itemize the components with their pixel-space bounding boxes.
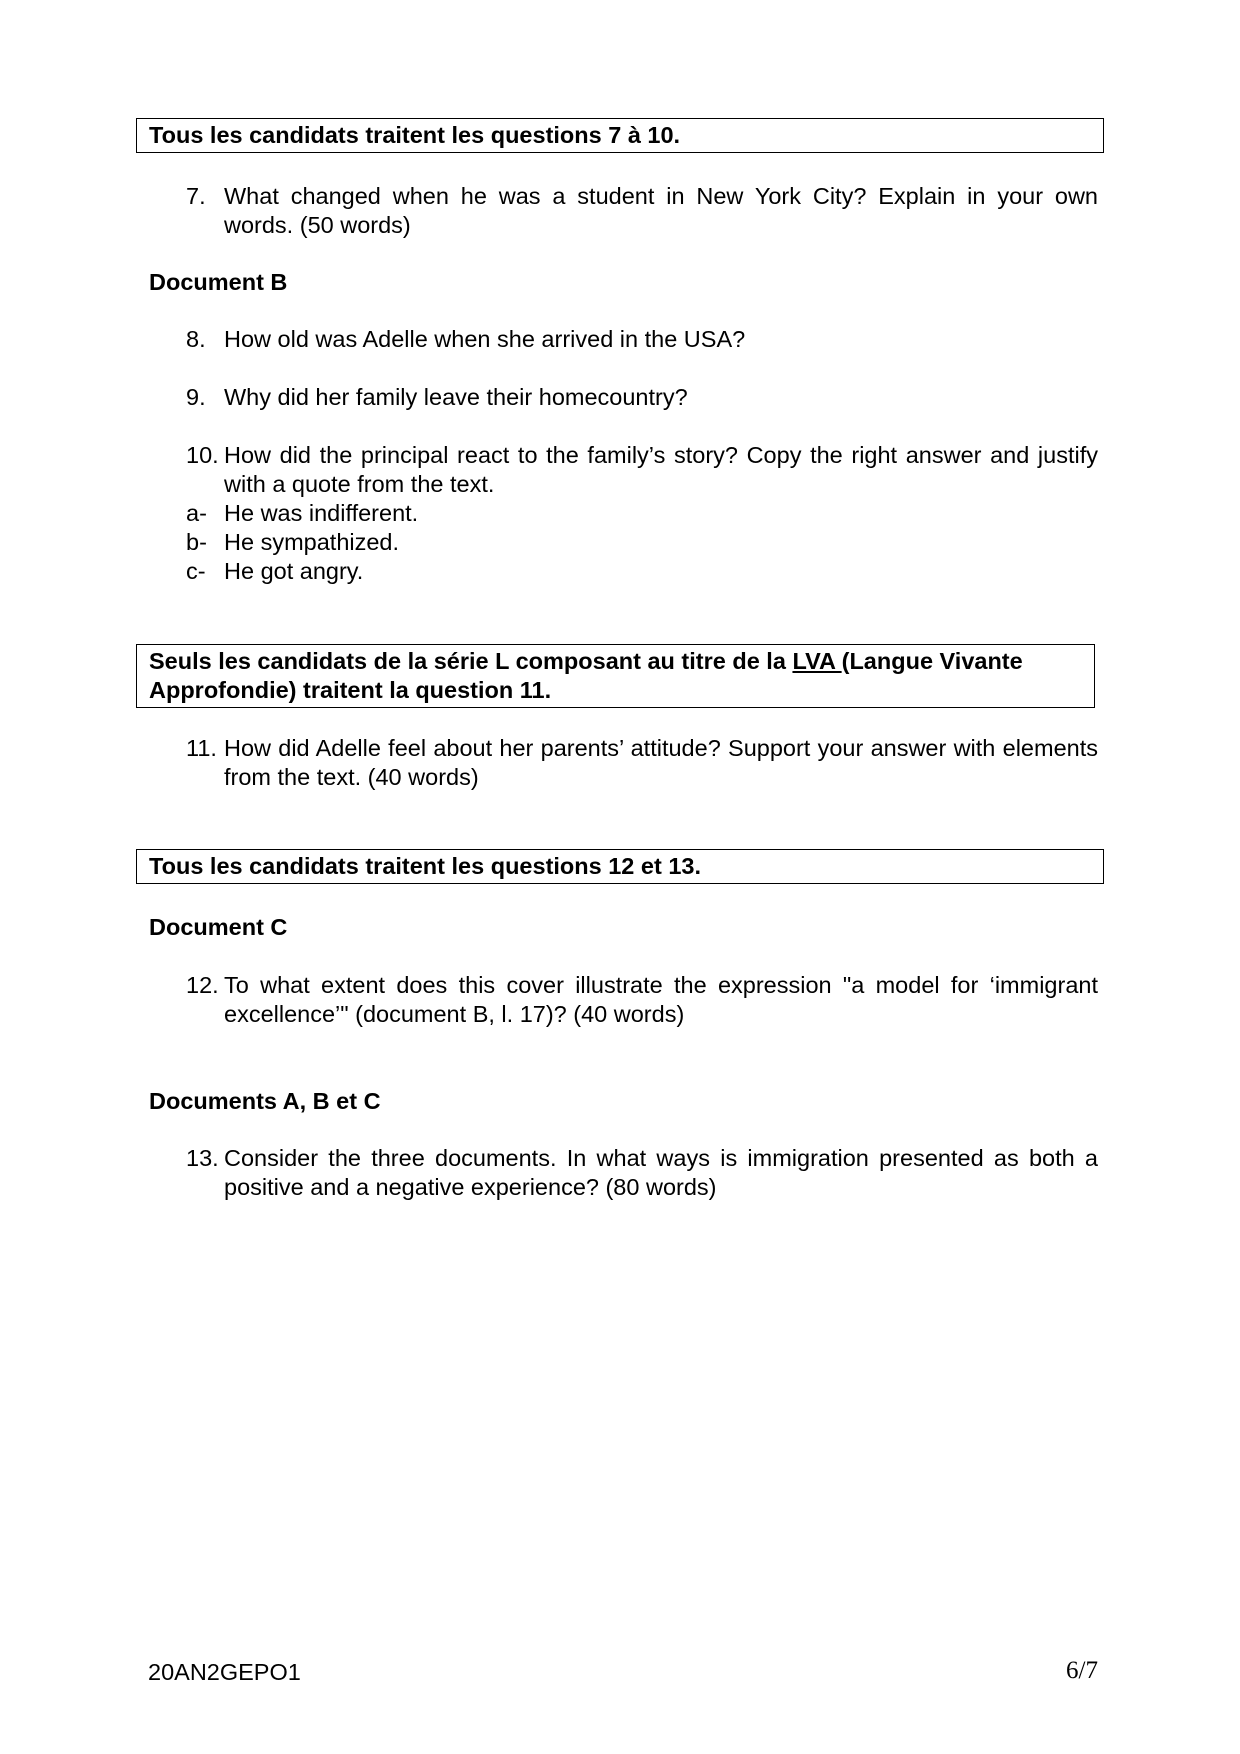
- question-11: [186, 734, 1098, 792]
- page-number: 6/7: [1066, 1657, 1098, 1684]
- option-letter: a-: [186, 500, 207, 526]
- option-text: He got angry.: [224, 558, 364, 584]
- option-letter: b-: [186, 529, 207, 555]
- option-text: He was indifferent.: [224, 500, 419, 526]
- option-text: He sympathized.: [224, 529, 400, 555]
- instruction-text: Tous les candidats traitent les questions 12 et 13.: [149, 853, 701, 879]
- heading-document-b: Document B: [149, 269, 288, 295]
- question-number: 9.: [186, 384, 206, 410]
- option-letter: c-: [186, 558, 206, 584]
- heading-document-c: Document C: [149, 914, 288, 940]
- question-text: How did the principal react to the family’s story? Copy the right answer and justify with a quote from the text.: [224, 442, 1098, 497]
- question-text: What changed when he was a student in New York City? Explain in your own words. (50 words): [224, 183, 1098, 238]
- question-number: 8.: [186, 326, 206, 352]
- instruction-box-questions-7-10: [136, 118, 1104, 153]
- question-number: 10.: [186, 442, 219, 468]
- instruction-text: Tous les candidats traitent les questions 7 à 10.: [149, 122, 681, 148]
- question-number: 11.: [186, 735, 217, 761]
- question-text: Consider the three documents. In what ways is immigration presented as both a positive and a negative experience? (80 words): [224, 1145, 1098, 1200]
- question-10: [186, 441, 1098, 499]
- option-b: [186, 528, 399, 557]
- heading-documents-abc: Documents A, B et C: [149, 1088, 381, 1114]
- question-text: How did Adelle feel about her parents’ attitude? Support your answer with elements from the text. (40 words): [224, 735, 1098, 790]
- option-a: [186, 499, 418, 528]
- instruction-text-lva: LVA: [792, 648, 842, 674]
- exam-code: 20AN2GEPO1: [148, 1659, 301, 1685]
- question-13: [186, 1144, 1098, 1202]
- question-number: 12.: [186, 972, 219, 998]
- question-12: [186, 971, 1098, 1029]
- instruction-box-question-11: [136, 644, 1095, 708]
- question-text: To what extent does this cover illustrate the expression "a model for ‘immigrant excellence’" (document B, l. 17)? (40 words): [224, 972, 1098, 1027]
- question-text: Why did her family leave their homecountry?: [224, 384, 688, 410]
- instruction-box-questions-12-13: [136, 849, 1104, 884]
- question-number: 7.: [186, 183, 206, 209]
- option-c: [186, 557, 363, 586]
- question-text: How old was Adelle when she arrived in the USA?: [224, 326, 746, 352]
- instruction-text-part2: (Langue Vivante Approfondie) traitent la question 11.: [149, 648, 1023, 703]
- question-number: 13.: [186, 1145, 219, 1171]
- instruction-text-part1: Seuls les candidats de la série L composant au titre de la: [149, 648, 793, 674]
- question-7: [186, 182, 1098, 240]
- question-8: [186, 325, 1098, 354]
- question-9: [186, 383, 1098, 412]
